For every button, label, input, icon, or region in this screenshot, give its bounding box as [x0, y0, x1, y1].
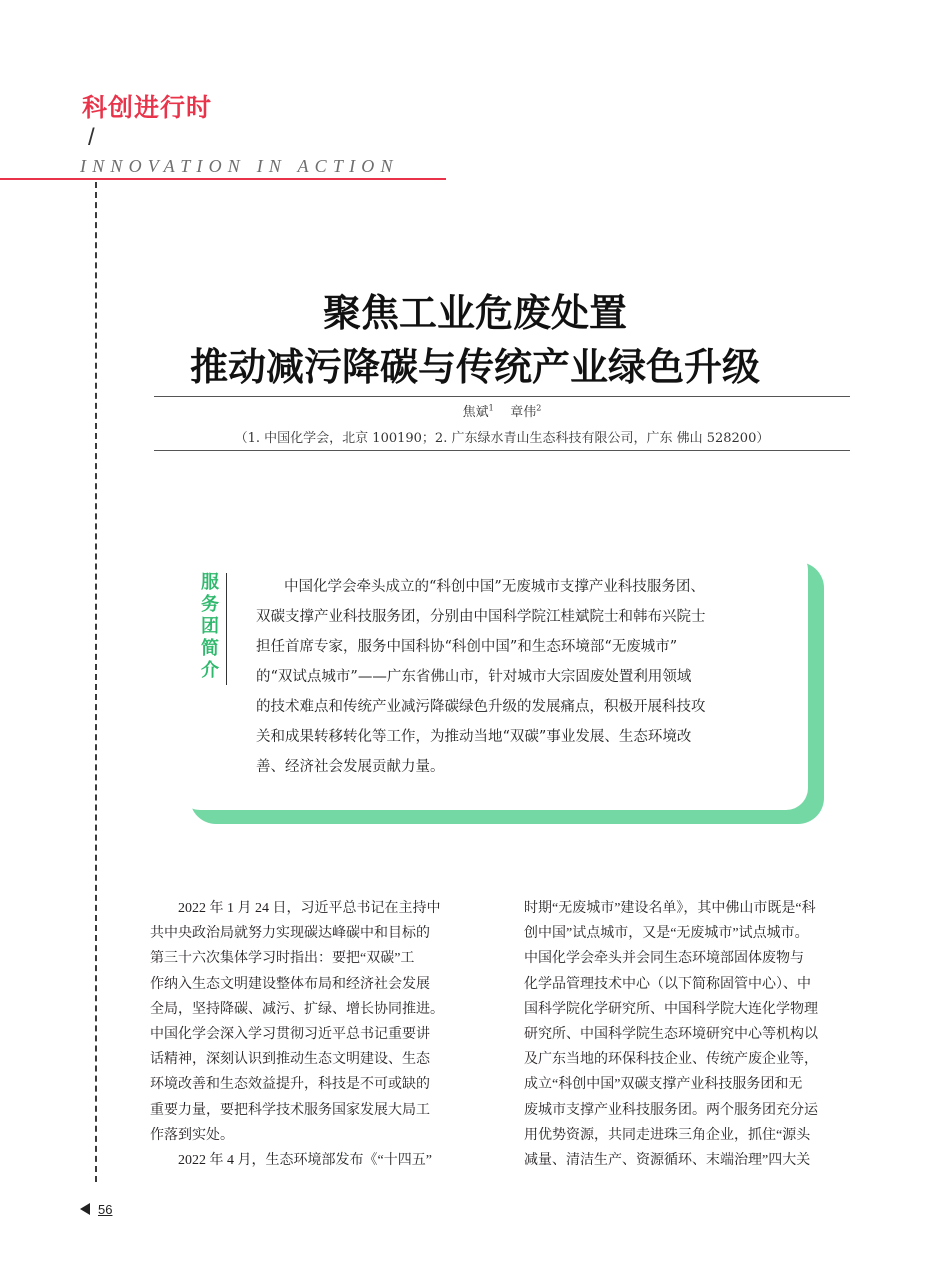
section-title: 科创进行时	[82, 93, 213, 122]
summary-line: 双碳支撑产业科技服务团，分别由中国科学院江桂斌院士和韩布兴院士	[256, 609, 706, 625]
author-name: 焦斌	[462, 405, 489, 420]
summary-line: 中国化学会牵头成立的“科创中国”无废城市支撑产业科技服务团、	[284, 579, 705, 595]
summary-label-divider	[226, 573, 227, 685]
body-line: 创中国”试点城市，又是“无废城市”试点城市。	[524, 926, 809, 942]
body-line: 及广东当地的环保科技企业、传统产废企业等，	[524, 1052, 818, 1068]
label-char: 服	[201, 572, 219, 593]
article-title-line2: 推动减污降碳与传统产业绿色升级	[189, 344, 760, 389]
body-line: 作落到实处。	[150, 1127, 234, 1143]
summary-line: 的“双试点城市”——广东省佛山市，针对城市大宗固废处置利用领域	[256, 669, 692, 685]
title-rule-top	[154, 396, 850, 397]
section-subtitle: INNOVATION IN ACTION	[80, 156, 399, 176]
body-line: 全局，坚持降碳、减污、扩绿、增长协同推进。	[150, 1001, 444, 1017]
label-char: 介	[201, 660, 219, 681]
body-line: 用优势资源，共同走进珠三角企业，抓住“源头	[524, 1127, 811, 1143]
body-column-right	[524, 896, 859, 1173]
summary-line: 关和成果转移转化等工作，为推动当地“双碳”事业发展、生态环境改	[256, 729, 692, 745]
title-rule-bottom	[154, 450, 850, 451]
summary-line: 善、经济社会发展贡献力量。	[256, 759, 445, 775]
body-line: 中国化学会牵头并会同生态环境部固体废物与	[524, 951, 804, 967]
summary-text	[256, 572, 794, 782]
section-slash: /	[88, 124, 95, 151]
body-line: 作纳入生态文明建设整体布局和经济社会发展	[150, 976, 430, 992]
body-column-left	[150, 896, 485, 1173]
body-line: 重要力量，要把科学技术服务国家发展大局工	[150, 1102, 430, 1118]
body-line: 研究所、中国科学院生态环境研究中心等机构以	[524, 1027, 818, 1043]
body-line: 环境改善和生态效益提升，科技是不可或缺的	[150, 1077, 430, 1093]
label-char: 务	[201, 594, 219, 615]
body-line: 中国化学会深入学习贯彻习近平总书记重要讲	[150, 1027, 430, 1043]
body-line: 话精神，深刻认识到推动生态文明建设、生态	[150, 1052, 430, 1068]
summary-vertical-label	[199, 572, 221, 682]
page-number: 56	[98, 1202, 113, 1217]
body-line: 成立“科创中国”双碳支撑产业科技服务团和无	[524, 1077, 803, 1093]
affiliations: （1. 中国化学会，北京 100190；2. 广东绿水青山生态科技有限公司，广东 佛山 528200）	[234, 431, 770, 446]
body-line: 第三十六次集体学习时指出：要把“双碳”工	[150, 951, 415, 967]
body-line: 时期“无废城市”建设名单》，其中佛山市既是“科	[524, 901, 816, 916]
body-line: 废城市支撑产业科技服务团。两个服务团充分运	[524, 1102, 818, 1118]
body-line: 2022 年 1 月 24 日，习近平总书记在主持中	[178, 901, 441, 916]
article-title-line1: 聚焦工业危废处置	[322, 290, 627, 335]
label-char: 团	[201, 616, 219, 637]
body-line: 化学品管理技术中心（以下简称固管中心）、中	[524, 976, 811, 992]
page-arrow-icon	[80, 1203, 90, 1215]
authors	[154, 401, 850, 420]
author-name: 章伟	[510, 405, 537, 420]
summary-line: 担任首席专家，服务中国科协“科创中国”和生态环境部“无废城市”	[256, 639, 678, 655]
header-red-rule	[0, 178, 446, 180]
summary-line: 的技术难点和传统产业减污降碳绿色升级的发展痛点，积极开展科技攻	[256, 699, 706, 715]
body-line: 2022 年 4 月，生态环境部发布《“十四五”	[178, 1153, 432, 1169]
label-char: 简	[201, 638, 219, 659]
author-affil-mark: 2	[536, 403, 542, 413]
author-affil-mark: 1	[488, 403, 494, 413]
body-line: 共中央政治局就努力实现碳达峰碳中和目标的	[150, 926, 430, 942]
body-line: 国科学院化学研究所、中国科学院大连化学物理	[524, 1001, 818, 1017]
body-line: 减量、清洁生产、资源循环、末端治理”四大关	[524, 1153, 811, 1169]
